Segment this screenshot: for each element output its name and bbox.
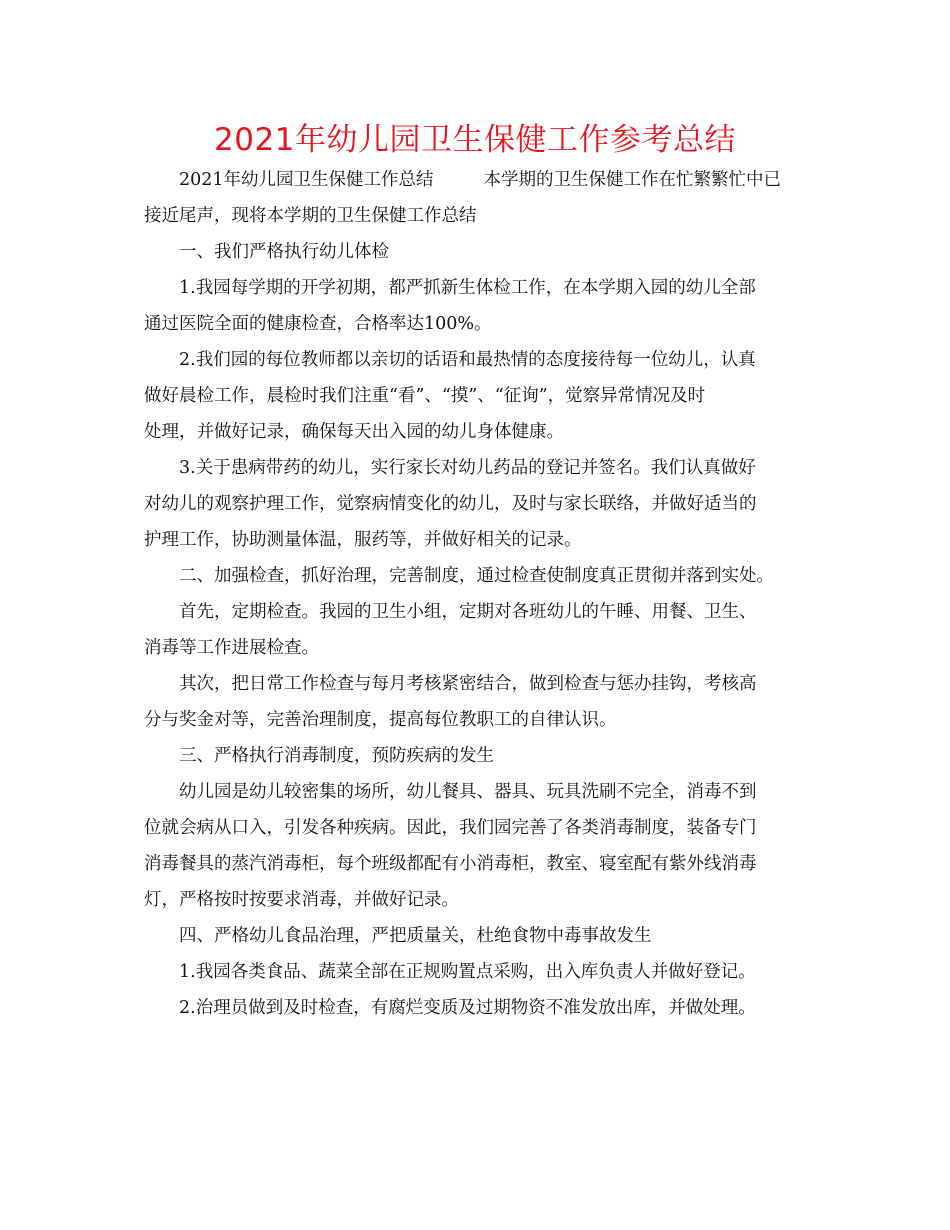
paragraph	[144, 342, 808, 450]
paragraph-first-line: 二、加强检查，抓好治理，完善制度，通过检查使制度真正贯彻并落到实处。	[179, 566, 774, 586]
paragraph-list	[144, 234, 808, 1026]
paragraph-first-line: 三、严格执行消毒制度，预防疾病的发生	[179, 746, 494, 766]
paragraph-line: 对幼儿的观察护理工作，觉察病情变化的幼儿，及时与家长联络，并做好适当的	[144, 494, 757, 514]
paragraph	[144, 558, 808, 594]
paragraph	[144, 774, 808, 918]
paragraph-line: 消毒等工作进展检查。	[144, 638, 319, 658]
intro-paragraph	[144, 162, 808, 198]
paragraph-line: 做好晨检工作，晨检时我们注重“看”、“摸”、“征询”，觉察异常情况及时	[144, 386, 706, 406]
paragraph-first-line: 其次，把日常工作检查与每月考核紧密结合，做到检查与惩办挂钩，考核高	[179, 674, 757, 694]
paragraph-first-line: 2.我们园的每位教师都以亲切的话语和最热情的态度接待每一位幼儿，认真	[179, 350, 756, 370]
paragraph-first-line: 2.治理员做到及时检查，有腐烂变质及过期物资不准发放出库，并做处理。	[179, 998, 756, 1018]
paragraph	[144, 738, 808, 774]
paragraph	[144, 594, 808, 666]
paragraph-line: 处理，并做好记录，确保每天出入园的幼儿身体健康。	[144, 422, 564, 442]
paragraph	[144, 990, 808, 1026]
paragraph-first-line: 1.我园各类食品、蔬菜全部在正规购置点采购，出入库负责人并做好登记。	[179, 962, 756, 982]
paragraph-first-line: 1.我园每学期的开学初期，都严抓新生体检工作，在本学期入园的幼儿全部	[179, 278, 756, 298]
paragraph-first-line: 3.关于患病带药的幼儿，实行家长对幼儿药品的登记并签名。我们认真做好	[179, 458, 756, 478]
paragraph	[144, 270, 808, 342]
intro-line-2: 接近尾声，现将本学期的卫生保健工作总结	[144, 206, 477, 226]
paragraph-line: 消毒餐具的蒸汽消毒柜，每个班级都配有小消毒柜，教室、寝室配有紫外线消毒	[144, 854, 757, 874]
paragraph-line: 分与奖金对等，完善治理制度，提高每位教职工的自律认识。	[144, 710, 617, 730]
paragraph-first-line: 四、严格幼儿食品治理，严把质量关，杜绝食物中毒事故发生	[179, 926, 652, 946]
paragraph-line: 通过医院全面的健康检查，合格率达100%。	[144, 314, 492, 334]
paragraph	[144, 954, 808, 990]
document-body	[144, 162, 808, 1026]
intro-line-1	[144, 162, 808, 198]
paragraph	[144, 918, 808, 954]
paragraph-line: 灯，严格按时按要求消毒，并做好记录。	[144, 890, 459, 910]
paragraph	[144, 234, 808, 270]
paragraph	[144, 450, 808, 558]
paragraph-first-line: 幼儿园是幼儿较密集的场所，幼儿餐具、器具、玩具洗刷不完全，消毒不到	[179, 782, 757, 802]
paragraph-line: 位就会病从口入，引发各种疾病。因此，我们园完善了各类消毒制度，装备专门	[144, 818, 757, 838]
intro-lead: 2021年幼儿园卫生保健工作总结	[179, 170, 434, 190]
paragraph-first-line: 一、我们严格执行幼儿体检	[179, 242, 389, 262]
paragraph-first-line: 首先，定期检查。我园的卫生小组，定期对各班幼儿的午睡、用餐、卫生、	[179, 602, 757, 622]
intro-line1-rest: 本学期的卫生保健工作在忙繁繁忙中已	[483, 170, 782, 190]
document-title: 2021年幼儿园卫生保健工作参考总结	[214, 122, 736, 158]
paragraph-line: 护理工作，协助测量体温，服药等，并做好相关的记录。	[144, 530, 582, 550]
paragraph	[144, 666, 808, 738]
